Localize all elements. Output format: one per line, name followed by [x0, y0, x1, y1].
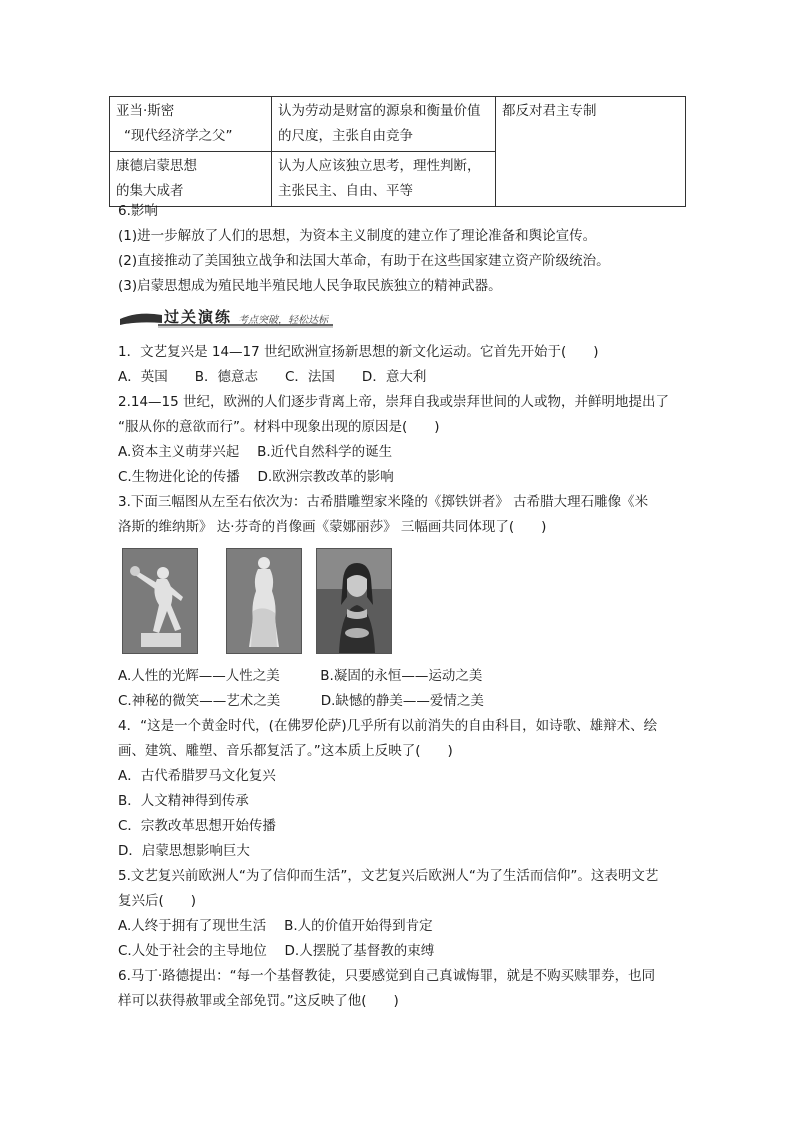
banner-subtitle: 考点突破，轻松达标: [238, 315, 328, 326]
thinker-title: “现代经济学之父”: [124, 128, 233, 144]
question-2-stem: 2.14—15 世纪，欧洲的人们逐步背离上帝，崇拜自我或崇拜世间的人或物，并鲜明地提出了: [118, 394, 670, 410]
question-5-options: C.人处于社会的主导地位 D.人摆脱了基督教的束缚: [118, 943, 435, 959]
question-6-stem: 6.马丁·路德提出：“每一个基督教徒，只要感觉到自己真诚悔罪，就是不购买赎罪券，也同: [118, 968, 656, 984]
question-4-option-d: D．启蒙思想影响巨大: [118, 843, 250, 859]
influence-heading: 6.影响: [118, 203, 158, 219]
question-3-stem: 3.下面三幅图从左至右依次为：古希腊雕塑家米隆的《掷铁饼者》 古希腊大理石雕像《米: [118, 494, 649, 510]
influence-item: (3)启蒙思想成为殖民地半殖民地人民争取民族独立的精神武器。: [118, 278, 502, 294]
view-line: 认为劳动是财富的源泉和衡量价值: [278, 103, 481, 119]
thinkers-table: [109, 96, 686, 207]
influence-item: (2)直接推动了美国独立战争和法国大革命，有助于在这些国家建立资产阶级统治。: [118, 253, 610, 269]
question-1-options: A．英国 B．德意志 C．法国 D．意大利: [118, 369, 427, 385]
question-4-option-c: C．宗教改革思想开始传播: [118, 818, 276, 834]
question-5-options: A.人终于拥有了现世生活 B.人的价值开始得到肯定: [118, 918, 433, 934]
question-5-stem: 5.文艺复兴前欧洲人“为了信仰而生活”，文艺复兴后欧洲人“为了生活而信仰”。这表明文艺: [118, 868, 659, 884]
thinker-cell: [110, 97, 272, 152]
view-line: 认为人应该独立思考，理性判断，: [278, 158, 481, 174]
banner-title: 过关演练: [164, 308, 233, 326]
thinker-name: 亚当·斯密: [116, 103, 175, 119]
thinker-title: 的集大成者: [116, 183, 184, 199]
view-line: 主张民主、自由、平等: [278, 183, 413, 199]
venus-de-milo-image: [226, 548, 302, 654]
question-4-stem: 4．“这是一个黄金时代，(在佛罗伦萨)几乎所有以前消失的自由科目，如诗歌、雄辩术、绘: [118, 718, 658, 734]
question-3-options: C.神秘的微笑——艺术之美 D.缺憾的静美——爱情之美: [118, 693, 484, 709]
common-text: 都反对君主专制: [502, 103, 597, 119]
question-3-stem: 洛斯的维纳斯》 达·芬奇的肖像画《蒙娜丽莎》 三幅画共同体现了( ): [118, 519, 547, 535]
discobolus-image: [122, 548, 198, 654]
section-banner: [118, 305, 338, 329]
question-2-options: A.资本主义萌芽兴起 B.近代自然科学的诞生: [118, 444, 393, 460]
question-5-stem: 复兴后( ): [118, 893, 197, 909]
view-line: 的尺度，主张自由竞争: [278, 128, 413, 144]
question-4-option-a: A．古代希腊罗马文化复兴: [118, 768, 276, 784]
common-cell: [496, 97, 686, 207]
question-2-stem: “服从你的意欲而行”。材料中现象出现的原因是( ): [118, 419, 440, 435]
thinker-name: 康德启蒙思想: [116, 158, 197, 174]
question-1-stem: 1．文艺复兴是 14—17 世纪欧洲宣扬新思想的新文化运动。它首先开始于( ): [118, 344, 599, 360]
mona-lisa-image: [316, 548, 392, 654]
question-4-stem: 画、建筑、雕塑、音乐都复活了。”这本质上反映了( ): [118, 743, 453, 759]
table-row: [110, 97, 686, 152]
question-6-stem: 样可以获得赦罪或全部免罚。”这反映了他( ): [118, 993, 399, 1009]
influence-item: (1)进一步解放了人们的思想，为资本主义制度的建立作了理论准备和舆论宣传。: [118, 228, 597, 244]
question-3-options: A.人性的光辉——人性之美 B.凝固的永恒——运动之美: [118, 668, 483, 684]
question-4-option-b: B．人文精神得到传承: [118, 793, 249, 809]
view-cell: [272, 97, 496, 152]
question-2-options: C.生物进化论的传播 D.欧洲宗教改革的影响: [118, 469, 394, 485]
